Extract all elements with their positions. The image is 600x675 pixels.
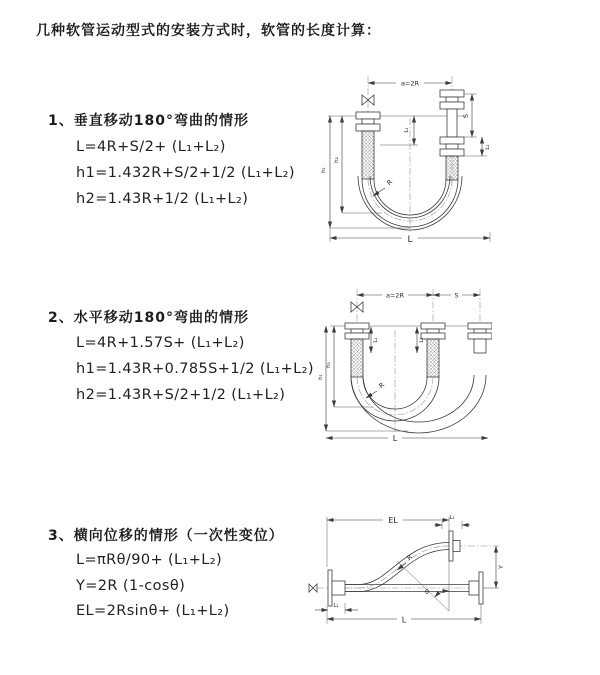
u-bend-hose bbox=[351, 375, 486, 433]
dim-s-label: S bbox=[462, 113, 470, 119]
dim-l1-label: L₁ bbox=[404, 127, 410, 133]
dim-l2-label: L₂ bbox=[485, 144, 491, 150]
dim-l bbox=[326, 432, 488, 443]
centerlines bbox=[368, 76, 452, 244]
dim-l1-left bbox=[315, 603, 358, 614]
section2-heading: 2、水平移动180°弯曲的情形 bbox=[48, 310, 249, 326]
dim-l bbox=[327, 604, 481, 625]
diagram-vertical-180-bend bbox=[310, 70, 515, 250]
braided-hose-middle bbox=[427, 339, 439, 377]
dim-y bbox=[484, 546, 505, 588]
dim-h2-label: h₂ bbox=[326, 362, 332, 368]
dim-h1-label: h₁ bbox=[318, 374, 324, 380]
dim-span-label: a=2R bbox=[385, 291, 405, 300]
dim-r-label: R bbox=[405, 552, 415, 562]
dim-el-label: EL bbox=[388, 516, 398, 525]
dim-l1 bbox=[380, 116, 418, 145]
dim-y-label: Y bbox=[497, 565, 505, 569]
dim-el bbox=[327, 514, 449, 611]
section3-formula-el: EL=2Rsinθ+ (L₁+L₂) bbox=[76, 603, 230, 619]
section1-formula-l: L=4R+S/2+ (L₁+L₂) bbox=[76, 139, 226, 155]
dim-s bbox=[462, 94, 477, 137]
upper-flange-fitting bbox=[449, 531, 460, 561]
section2-formula-h2: h2=1.43R+S/2+1/2 (L₁+L₂) bbox=[76, 387, 286, 403]
braided-hose-right bbox=[446, 156, 458, 180]
dim-span-label: a=2R bbox=[400, 79, 420, 88]
right-flange-fitting bbox=[469, 572, 483, 604]
section3-formula-l: L=πRθ/90+ (L₁+L₂) bbox=[76, 552, 223, 568]
valve-icon bbox=[309, 584, 317, 592]
dim-s bbox=[433, 290, 480, 300]
dim-h1-label: h₁ bbox=[321, 167, 327, 173]
dim-l2-label: L₂ bbox=[419, 337, 425, 343]
dim-l1-top-label: L₁ bbox=[449, 515, 455, 521]
dim-s-label: S bbox=[454, 291, 459, 300]
dim-h2-label: h₂ bbox=[334, 157, 340, 163]
diagram-horizontal-180-bend bbox=[312, 285, 492, 445]
dim-l1 bbox=[371, 327, 379, 353]
dim-l1-left-label: L₁ bbox=[333, 603, 339, 609]
dim-span bbox=[357, 290, 433, 300]
page-title: 几种软管运动型式的安装方式时，软管的长度计算： bbox=[36, 23, 381, 39]
dim-theta-label: θ bbox=[425, 588, 429, 596]
dim-l2 bbox=[464, 137, 491, 156]
left-flange-fitting bbox=[356, 112, 380, 179]
braided-hose-left bbox=[351, 339, 363, 377]
left-flange-fitting bbox=[345, 323, 369, 377]
dim-l1-label: L₁ bbox=[373, 337, 379, 343]
section1-formula-h2: h2=1.43R+1/2 (L₁+L₂) bbox=[76, 191, 249, 207]
diagram-lateral-displacement bbox=[303, 503, 513, 635]
section1-formula-h1: h1=1.432R+S/2+1/2 (L₁+L₂) bbox=[76, 165, 295, 181]
dim-r-label: R bbox=[385, 177, 395, 187]
dim-r-label: R bbox=[377, 380, 387, 390]
section3-heading: 3、横向位移的情形（一次性变位） bbox=[48, 528, 284, 544]
dim-theta bbox=[397, 561, 449, 611]
section2-formula-l: L=4R+1.57S+ (L₁+L₂) bbox=[76, 335, 245, 351]
dim-r bbox=[373, 178, 394, 196]
right-flange-fittings bbox=[440, 90, 464, 180]
dim-l-label: L bbox=[407, 235, 413, 245]
section1-heading: 1、垂直移动180°弯曲的情形 bbox=[48, 113, 249, 129]
dim-l-label: L bbox=[401, 615, 407, 625]
dim-span bbox=[368, 78, 452, 88]
right-flange-fitting bbox=[468, 323, 492, 353]
centerlines bbox=[357, 289, 480, 435]
dim-l-label: L bbox=[392, 434, 398, 443]
dim-r bbox=[397, 553, 414, 570]
section3-formula-y: Y=2R (1-cosθ) bbox=[76, 578, 186, 594]
middle-flange-fitting bbox=[421, 323, 445, 377]
dim-l2 bbox=[417, 327, 425, 353]
left-flange-fitting bbox=[328, 570, 345, 606]
section2-formula-h1: h1=1.43R+0.785S+1/2 (L₁+L₂) bbox=[76, 361, 314, 377]
dim-l1-top bbox=[434, 515, 470, 529]
braided-hose-left bbox=[362, 131, 374, 179]
